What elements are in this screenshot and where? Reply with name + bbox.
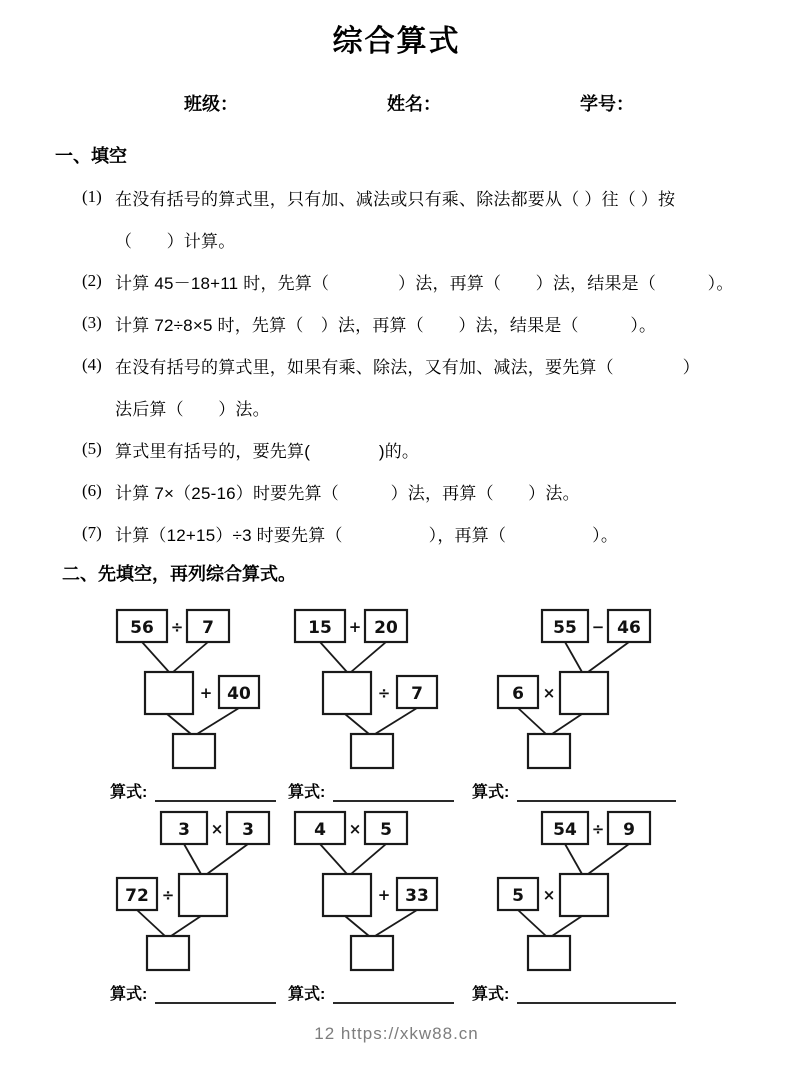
answer-line[interactable] xyxy=(333,986,454,1004)
connector-line xyxy=(171,916,201,936)
question-line xyxy=(0,428,793,470)
operand-value: 3 xyxy=(178,820,190,840)
footer-url: 12 https://xkw88.cn xyxy=(314,1024,479,1043)
connector-line xyxy=(173,642,208,672)
question-text: 计算 7×（25-16）时要先算（ ）法，再算（ ）法。 xyxy=(115,483,580,503)
operand-value: 33 xyxy=(405,886,429,906)
connector-line xyxy=(184,844,201,874)
tree-block-4 xyxy=(110,810,280,1004)
question-text: （ ）计算。 xyxy=(115,231,236,251)
operand-value: 54 xyxy=(553,820,577,840)
expression-row xyxy=(288,780,458,802)
operator-symbol: + xyxy=(348,618,362,636)
tree-block-1 xyxy=(110,608,280,802)
operand-value: 5 xyxy=(512,886,524,906)
question-number: (4) xyxy=(82,355,102,374)
connector-line xyxy=(142,642,169,672)
connector-line xyxy=(552,916,582,936)
tree-block-2 xyxy=(288,608,458,802)
operand-value: 72 xyxy=(125,886,149,906)
connector-line xyxy=(320,642,347,672)
operand-value: 7 xyxy=(202,618,214,638)
operand-value: 9 xyxy=(623,820,635,840)
answer-line[interactable] xyxy=(155,986,276,1004)
connector-line xyxy=(207,844,248,874)
question-number: (1) xyxy=(82,187,102,206)
operand-value: 4 xyxy=(314,820,326,840)
operator-symbol: + xyxy=(199,684,213,702)
page-title: 综合算式 xyxy=(332,25,461,58)
operator-symbol: ÷ xyxy=(591,820,605,838)
class-field-label: 班级： xyxy=(184,94,238,114)
connector-line xyxy=(518,708,546,734)
question-line xyxy=(0,176,793,218)
question-text: 在没有括号的算式里，如果有乘、除法，又有加、减法，要先算（ ） xyxy=(115,357,700,377)
operator-symbol: × xyxy=(542,886,556,904)
section2-heading: 二、先填空，再列综合算式。 xyxy=(62,564,296,584)
number-tree-diagram-6 xyxy=(496,810,656,980)
question-line xyxy=(0,218,793,260)
operand-value: 46 xyxy=(617,618,641,638)
operator-symbol: − xyxy=(591,618,605,636)
expression-row xyxy=(110,982,280,1004)
answer-line[interactable] xyxy=(517,986,676,1004)
operand-value: 6 xyxy=(512,684,524,704)
operator-symbol: × xyxy=(210,820,224,838)
operand-value: 7 xyxy=(411,684,423,704)
answer-line[interactable] xyxy=(333,784,454,802)
result-box-empty[interactable] xyxy=(560,874,608,916)
student-id-field-label: 学号： xyxy=(580,94,635,114)
expression-row xyxy=(110,780,280,802)
connector-line xyxy=(351,844,386,874)
questions-list xyxy=(0,176,793,554)
expression-label: 算式: xyxy=(472,986,510,1003)
operand-value: 3 xyxy=(242,820,254,840)
question-line xyxy=(0,512,793,554)
expression-label: 算式: xyxy=(472,784,510,801)
connector-line xyxy=(345,714,369,734)
name-field-label: 姓名： xyxy=(387,94,442,114)
connector-line xyxy=(552,714,582,734)
operand-value: 20 xyxy=(374,618,398,638)
question-line xyxy=(0,386,793,428)
question-line xyxy=(0,302,793,344)
result-box-empty[interactable] xyxy=(560,672,608,714)
question-line xyxy=(0,260,793,302)
connector-line xyxy=(518,910,546,936)
tree-row-1 xyxy=(0,608,793,802)
result-box-empty[interactable] xyxy=(323,672,371,714)
connector-line xyxy=(588,642,629,672)
question-text: 在没有括号的算式里，只有加、减法或只有乘、除法都要从（ ）往（ ）按 xyxy=(115,189,676,209)
question-number: (2) xyxy=(82,271,102,290)
question-text: 计算（12+15）÷3 时要先算（ ），再算（ ）。 xyxy=(115,525,619,545)
connector-line xyxy=(320,844,347,874)
final-answer-box-empty[interactable] xyxy=(173,734,215,768)
tree-block-6 xyxy=(472,810,680,1004)
final-answer-box-empty[interactable] xyxy=(528,936,570,970)
final-answer-box-empty[interactable] xyxy=(147,936,189,970)
operand-value: 55 xyxy=(553,618,577,638)
question-line xyxy=(0,344,793,386)
operator-symbol: ÷ xyxy=(161,886,175,904)
connector-line xyxy=(167,714,191,734)
operator-symbol: ÷ xyxy=(377,684,391,702)
connector-line xyxy=(137,910,165,936)
expression-row xyxy=(472,982,680,1004)
connector-line xyxy=(375,708,417,734)
answer-line[interactable] xyxy=(517,784,676,802)
connector-line xyxy=(375,910,417,936)
operator-symbol: × xyxy=(348,820,362,838)
question-number: (5) xyxy=(82,439,102,458)
operand-value: 40 xyxy=(227,684,251,704)
expression-label: 算式: xyxy=(288,986,326,1003)
number-tree-diagram-2 xyxy=(293,608,453,778)
question-text: 法后算（ ）法。 xyxy=(115,399,270,419)
tree-row-2 xyxy=(0,810,793,1004)
header-fields xyxy=(0,90,793,116)
connector-line xyxy=(588,844,629,874)
operator-symbol: ÷ xyxy=(170,618,184,636)
expression-label: 算式: xyxy=(110,986,148,1003)
question-number: (7) xyxy=(82,523,102,542)
connector-line xyxy=(565,642,582,672)
operand-value: 56 xyxy=(130,618,154,638)
number-tree-diagram-1 xyxy=(115,608,275,778)
question-text: 计算 45－18+11 时，先算（ ）法，再算（ ）法，结果是（ ）。 xyxy=(115,273,734,293)
connector-line xyxy=(351,642,386,672)
question-line xyxy=(0,470,793,512)
number-tree-diagram-3 xyxy=(496,608,656,778)
tree-block-3 xyxy=(472,608,680,802)
operand-value: 5 xyxy=(380,820,392,840)
question-number: (3) xyxy=(82,313,102,332)
final-answer-box-empty[interactable] xyxy=(528,734,570,768)
number-tree-diagram-5 xyxy=(293,810,453,980)
question-text: 计算 72÷8×5 时，先算（ ）法，再算（ ）法，结果是（ ）。 xyxy=(115,315,657,335)
result-box-empty[interactable] xyxy=(179,874,227,916)
answer-line[interactable] xyxy=(155,784,276,802)
expression-label: 算式: xyxy=(288,784,326,801)
expression-row xyxy=(288,982,458,1004)
question-text: 算式里有括号的，要先算( )的。 xyxy=(115,441,420,461)
question-number: (6) xyxy=(82,481,102,500)
connector-line xyxy=(197,708,239,734)
result-box-empty[interactable] xyxy=(323,874,371,916)
operator-symbol: × xyxy=(542,684,556,702)
number-tree-diagram-4 xyxy=(115,810,275,980)
expression-row xyxy=(472,780,680,802)
section1-heading: 一、填空 xyxy=(55,146,127,166)
operator-symbol: + xyxy=(377,886,391,904)
expression-label: 算式: xyxy=(110,784,148,801)
connector-line xyxy=(565,844,582,874)
connector-line xyxy=(345,916,369,936)
final-answer-box-empty[interactable] xyxy=(351,936,393,970)
operand-value: 15 xyxy=(308,618,332,638)
final-answer-box-empty[interactable] xyxy=(351,734,393,768)
result-box-empty[interactable] xyxy=(145,672,193,714)
tree-block-5 xyxy=(288,810,458,1004)
